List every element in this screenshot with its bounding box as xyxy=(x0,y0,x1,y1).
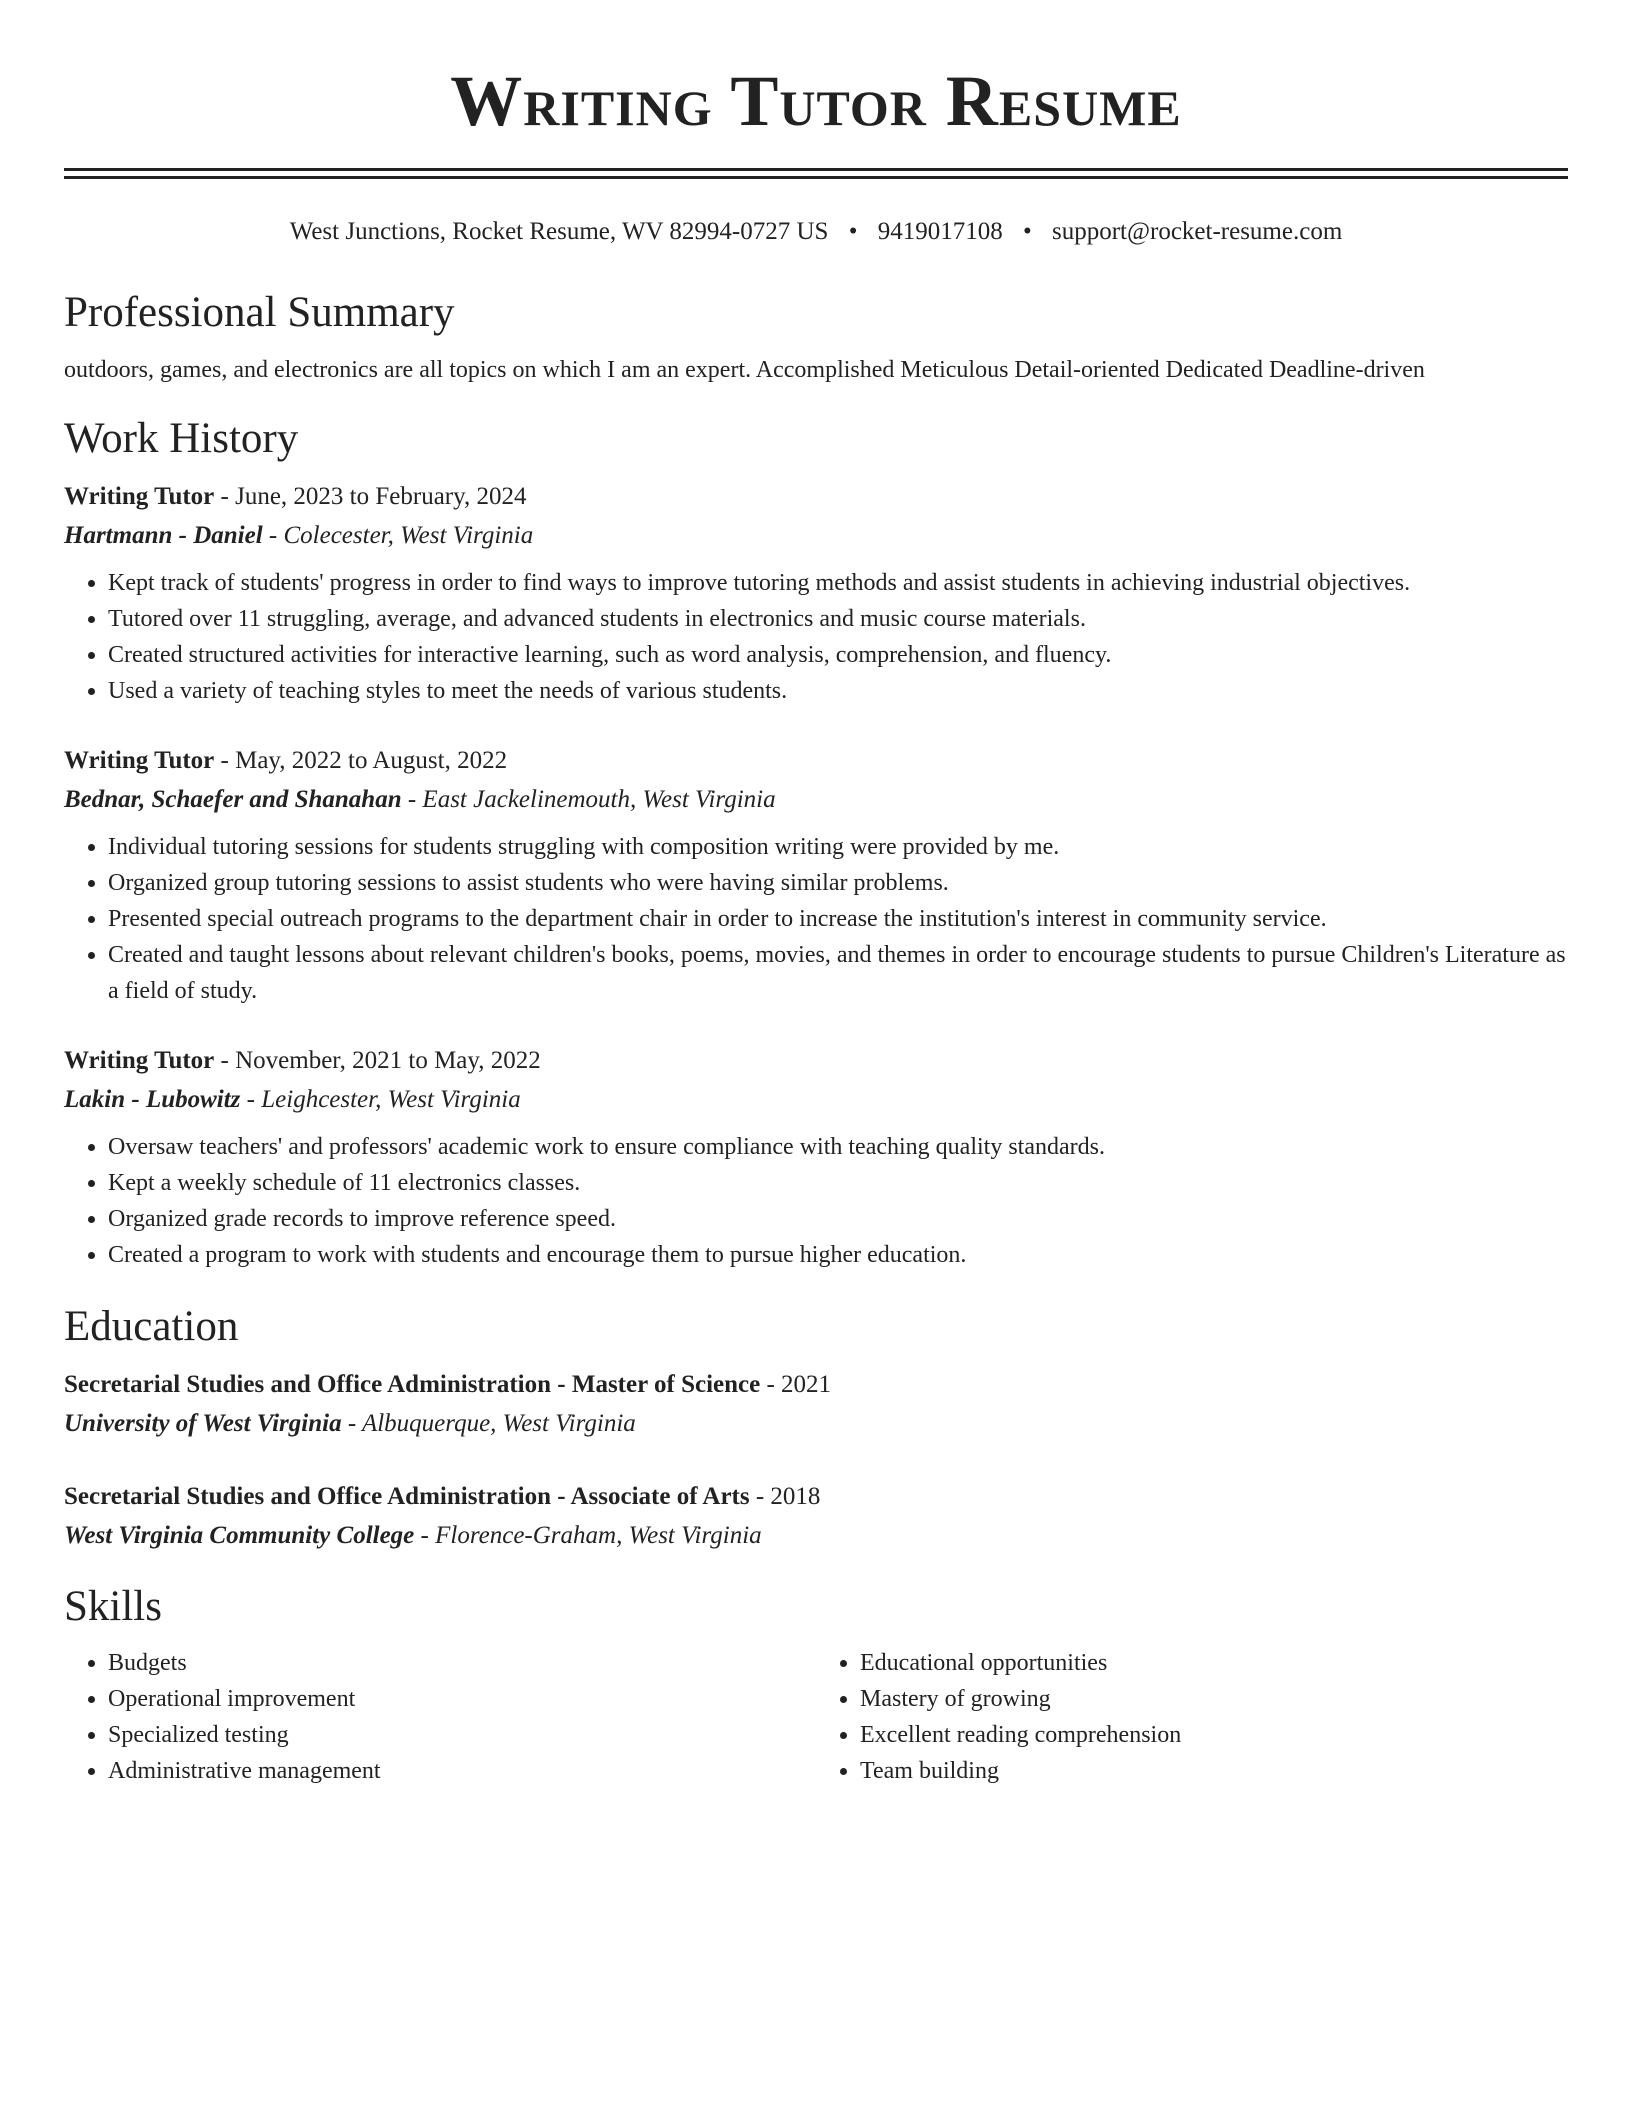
skills-column-left xyxy=(64,1645,816,1789)
school-line xyxy=(64,1405,1568,1443)
job-title: Writing Tutor xyxy=(64,483,215,510)
contact-email: support@rocket-resume.com xyxy=(1051,218,1343,245)
job-title-line xyxy=(64,741,1568,781)
degree-line xyxy=(64,1477,1568,1517)
school-line xyxy=(64,1517,1568,1555)
contact-address: West Junctions, Rocket Resume, WV 82994-0727 US xyxy=(289,218,829,245)
degree-line xyxy=(64,1365,1568,1405)
skill-item: • Mastery of growing xyxy=(860,1681,1568,1717)
job-entry xyxy=(64,477,1568,709)
summary-heading: Professional Summary xyxy=(64,289,455,336)
job-entry xyxy=(64,1041,1568,1273)
degree-name: Secretarial Studies and Office Administration - Master of Science xyxy=(64,1371,761,1398)
employer-line xyxy=(64,1081,1568,1119)
title-divider xyxy=(64,168,1568,179)
education-entry xyxy=(64,1365,1568,1443)
list-item: • Created and taught lessons about relevant children's books, poems, movies, and themes in order to encourage students to pursue Children's Literature as a field of study. xyxy=(108,937,1568,1009)
job-bullets xyxy=(64,1129,1568,1273)
job-title-line xyxy=(64,1041,1568,1081)
skill-item: • Operational improvement xyxy=(108,1681,816,1717)
employer-name: Lakin - Lubowitz xyxy=(64,1086,241,1113)
skills-column-right xyxy=(816,1645,1568,1789)
job-dates: - May, 2022 to August, 2022 xyxy=(214,747,508,774)
list-item: • Created structured activities for interactive learning, such as word analysis, comprehension, and fluency. xyxy=(108,637,1568,673)
education-heading: Education xyxy=(64,1303,239,1350)
employer-location: - Colecester, West Virginia xyxy=(262,522,534,549)
employer-line xyxy=(64,517,1568,555)
list-item: • Organized grade records to improve reference speed. xyxy=(108,1201,1568,1237)
school-name: University of West Virginia xyxy=(64,1410,342,1437)
job-dates: - November, 2021 to May, 2022 xyxy=(214,1047,541,1074)
list-item: • Kept track of students' progress in order to find ways to improve tutoring methods and assist students in achieving industrial objectives. xyxy=(108,565,1568,601)
list-item: • Used a variety of teaching styles to meet the needs of various students. xyxy=(108,673,1568,709)
employer-name: Bednar, Schaefer and Shanahan xyxy=(64,786,402,813)
job-title-line xyxy=(64,477,1568,517)
education-entry xyxy=(64,1477,1568,1555)
degree-name: Secretarial Studies and Office Administration - Associate of Arts xyxy=(64,1483,750,1510)
list-item: • Individual tutoring sessions for students struggling with composition writing were provided by me. xyxy=(108,829,1568,865)
resume-title: Writing Tutor Resume xyxy=(450,61,1182,141)
skill-item: • Specialized testing xyxy=(108,1717,816,1753)
skill-item: • Team building xyxy=(860,1753,1568,1789)
degree-year: - 2018 xyxy=(749,1483,821,1510)
job-bullets xyxy=(64,829,1568,1009)
skill-item: • Administrative management xyxy=(108,1753,816,1789)
school-location: - Florence-Graham, West Virginia xyxy=(414,1522,762,1549)
degree-year: - 2021 xyxy=(760,1371,832,1398)
skills-grid xyxy=(64,1645,1568,1789)
work-history-heading: Work History xyxy=(64,415,299,462)
list-item: • Oversaw teachers' and professors' academic work to ensure compliance with teaching quality standards. xyxy=(108,1129,1568,1165)
job-dates: - June, 2023 to February, 2024 xyxy=(214,483,527,510)
list-item: • Presented special outreach programs to the department chair in order to increase the institution's interest in community service. xyxy=(108,901,1568,937)
list-item: • Created a program to work with students and encourage them to pursue higher education. xyxy=(108,1237,1568,1273)
list-item: • Kept a weekly schedule of 11 electronics classes. xyxy=(108,1165,1568,1201)
list-item: • Organized group tutoring sessions to assist students who were having similar problems. xyxy=(108,865,1568,901)
contact-line xyxy=(64,215,1568,249)
job-bullets xyxy=(64,565,1568,709)
employer-line xyxy=(64,781,1568,819)
employer-name: Hartmann - Daniel xyxy=(64,522,263,549)
contact-separator: • xyxy=(1022,218,1032,245)
school-name: West Virginia Community College xyxy=(64,1522,415,1549)
job-entry xyxy=(64,741,1568,1009)
list-item: • Tutored over 11 struggling, average, and advanced students in electronics and music course materials. xyxy=(108,601,1568,637)
job-title: Writing Tutor xyxy=(64,747,215,774)
contact-separator: • xyxy=(848,218,858,245)
summary-text: outdoors, games, and electronics are all topics on which I am an expert. Accomplished Meticulous Detail-oriented Dedicated Deadline-driven xyxy=(64,357,1425,383)
contact-phone: 9419017108 xyxy=(877,218,1003,245)
skills-heading: Skills xyxy=(64,1583,162,1630)
employer-location: - Leighcester, West Virginia xyxy=(240,1086,521,1113)
employer-location: - East Jackelinemouth, West Virginia xyxy=(401,786,776,813)
skill-item: • Budgets xyxy=(108,1645,816,1681)
school-location: - Albuquerque, West Virginia xyxy=(341,1410,636,1437)
skill-item: • Educational opportunities xyxy=(860,1645,1568,1681)
skill-item: • Excellent reading comprehension xyxy=(860,1717,1568,1753)
job-title: Writing Tutor xyxy=(64,1047,215,1074)
